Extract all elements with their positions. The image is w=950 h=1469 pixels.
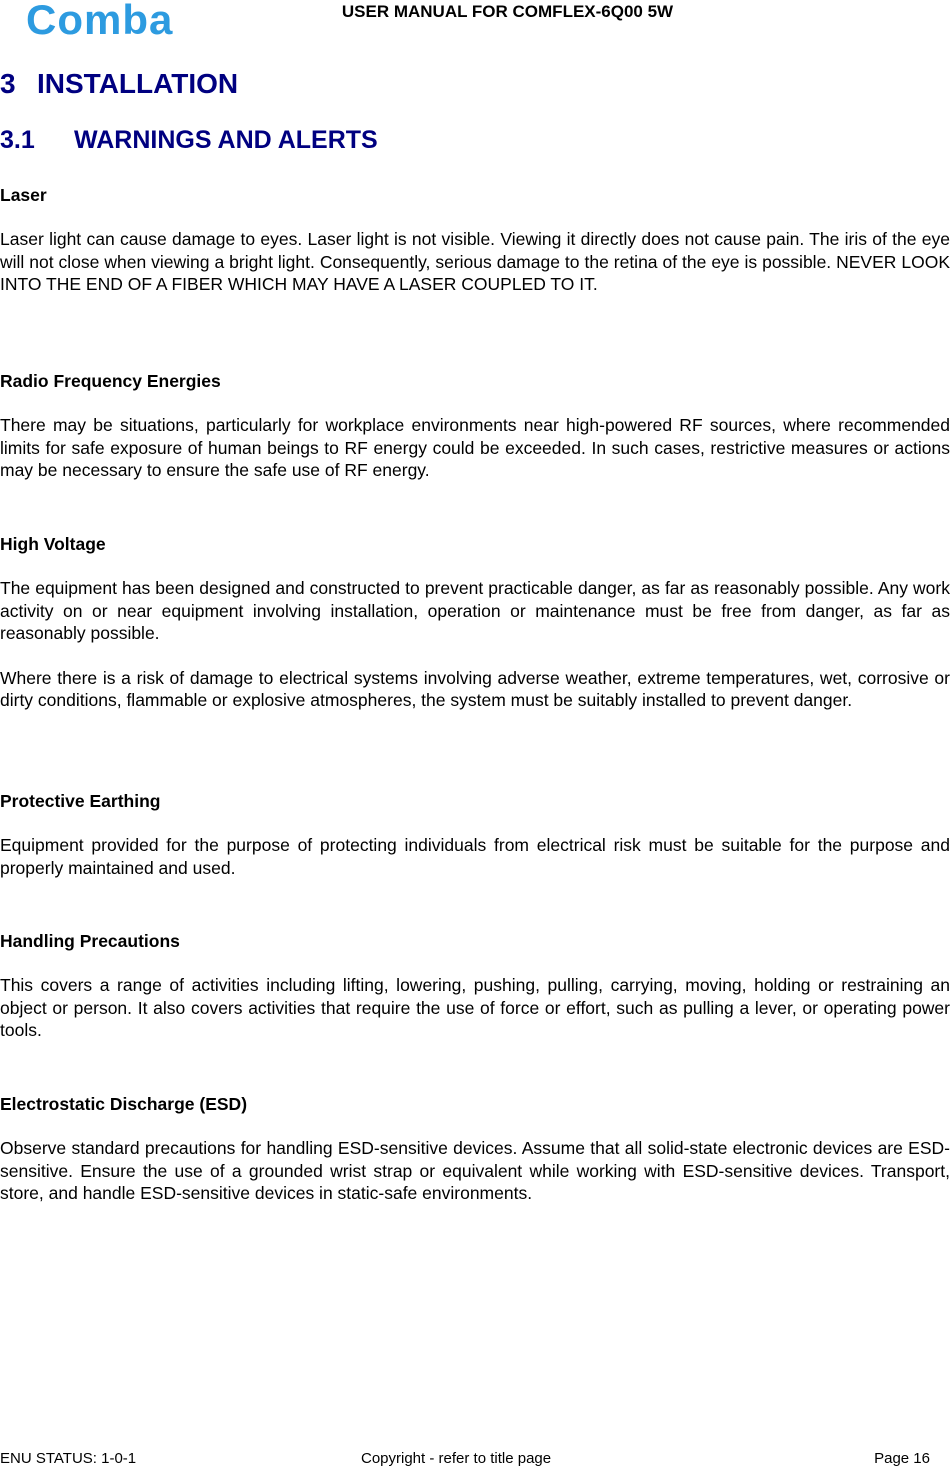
laser-block	[0, 184, 950, 296]
laser-heading: Laser	[0, 185, 47, 205]
esd-text: Observe standard precautions for handling ESD-sensitive devices. Assume that all solid-state electronic devices are ESD-sensitive. Ensure the use of a grounded wrist strap or equivalent while working with ESD-sensitive devices. Transport, store, and handle ESD-sensitive devices in static-safe environments.	[0, 1138, 950, 1203]
handling-text: This covers a range of activities including lifting, lowering, pushing, pulling, carrying, moving, holding or restraining an object or person. It also covers activities that require the use of force or effort, such as pulling a lever, or operating power tools.	[0, 975, 950, 1040]
handling-heading: Handling Precautions	[0, 931, 180, 951]
chapter-heading	[0, 68, 238, 100]
esd-block	[0, 1093, 950, 1205]
earthing-heading: Protective Earthing	[0, 791, 161, 811]
hv-block	[0, 533, 950, 712]
rf-heading: Radio Frequency Energies	[0, 371, 221, 391]
hv-text-1: The equipment has been designed and constructed to prevent practicable danger, as far as reasonably possible. Any work activity on or near equipment involving installation, operation or maintenance must be free from danger, as far as reasonably possible.	[0, 578, 950, 643]
laser-text: Laser light can cause damage to eyes. Laser light is not visible. Viewing it directly does not cause pain. The iris of the eye will not close when viewing a bright light. Consequently, serious damage to the retina of the eye is possible. NEVER LOOK INTO THE END OF A FIBER WHICH MAY HAVE A LASER COUPLED TO IT.	[0, 229, 950, 294]
rf-block	[0, 370, 950, 482]
rf-text: There may be situations, particularly for workplace environments near high-powered RF sources, where recommended limits for safe exposure of human beings to RF energy could be exceeded. In such cases, restrictive measures or actions may be necessary to ensure the safe use of RF energy.	[0, 415, 950, 480]
earthing-text: Equipment provided for the purpose of protecting individuals from electrical risk must be suitable for the purpose and properly maintained and used.	[0, 835, 950, 878]
page-footer	[0, 1450, 950, 1469]
chapter-number: 3	[0, 68, 16, 99]
hv-text-2: Where there is a risk of damage to electrical systems involving adverse weather, extreme temperatures, wet, corrosive or dirty conditions, flammable or explosive atmospheres, the system must be suitably installed to prevent danger.	[0, 667, 950, 710]
section-title: WARNINGS AND ALERTS	[74, 126, 378, 154]
footer-page-number: Page 16	[874, 1450, 930, 1467]
esd-heading: Electrostatic Discharge (ESD)	[0, 1094, 248, 1114]
earthing-block	[0, 790, 950, 879]
hv-heading: High Voltage	[0, 534, 106, 554]
section-heading	[0, 126, 378, 155]
chapter-title: INSTALLATION	[37, 68, 239, 99]
logo-text: Comba	[26, 0, 174, 40]
footer-status: ENU STATUS: 1-0-1	[0, 1450, 137, 1467]
handling-block	[0, 930, 950, 1042]
document-title: USER MANUAL FOR COMFLEX-6Q00 5W	[341, 2, 674, 21]
footer-copyright: Copyright - refer to title page	[361, 1450, 552, 1467]
section-number: 3.1	[0, 126, 35, 154]
